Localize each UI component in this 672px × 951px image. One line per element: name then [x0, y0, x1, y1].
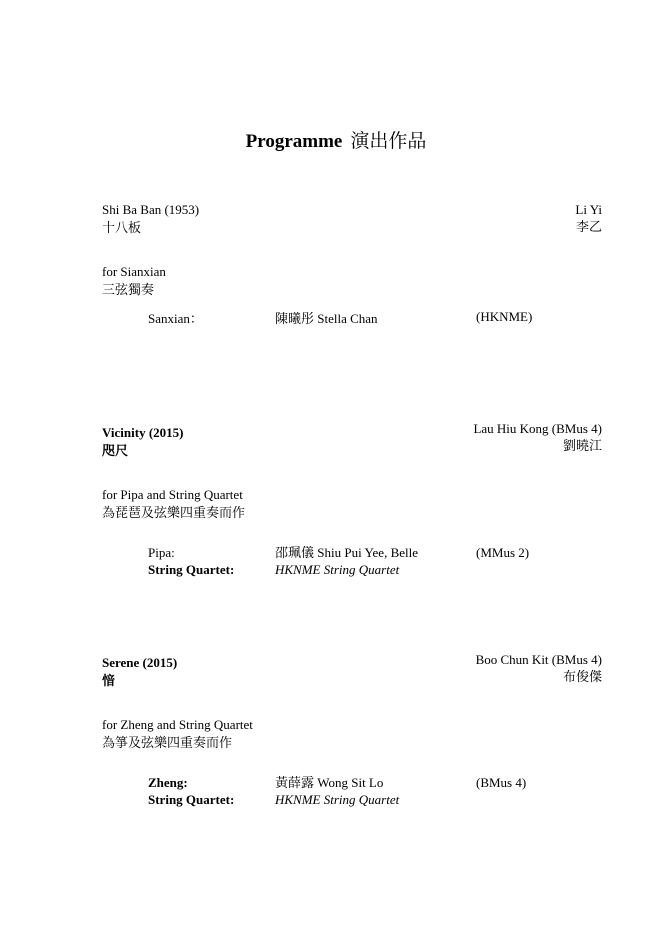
piece-title-chinese: 十八板	[102, 220, 142, 235]
composer-name: Boo Chun Kit (BMus 4)	[475, 652, 602, 667]
performer-row	[148, 311, 568, 328]
performer-role: String Quartet:	[148, 562, 235, 577]
performer-role: Pipa:	[148, 545, 175, 560]
performer-note: (HKNME)	[476, 309, 533, 324]
performer-name: HKNME String Quartet	[275, 792, 400, 807]
instrumentation-chinese: 為箏及弦樂四重奏而作	[102, 735, 233, 750]
performer-role: Sanxian：	[148, 311, 203, 326]
instrumentation: for Pipa and String Quartet	[102, 487, 243, 502]
performer-row	[148, 792, 568, 809]
piece-title: Shi Ba Ban (1953)	[102, 202, 200, 217]
composer-name-chinese: 劉曉江	[562, 438, 602, 453]
page-title	[0, 130, 672, 155]
instrumentation-chinese: 三弦獨奏	[102, 282, 155, 297]
composer-name-chinese: 布俊傑	[562, 669, 602, 684]
composer-name: Lau Hiu Kong (BMus 4)	[473, 421, 602, 436]
performer-name: 陳曦彤 Stella Chan	[275, 311, 378, 326]
performer-role: Zheng:	[148, 775, 188, 790]
performer-name: HKNME String Quartet	[275, 562, 400, 577]
piece-title: Vicinity (2015)	[102, 425, 184, 440]
performer-note: (BMus 4)	[476, 775, 527, 790]
piece-title-chinese: 咫尺	[102, 443, 129, 458]
performer-row	[148, 545, 568, 562]
performer-name: 黃薛露 Wong Sit Lo	[275, 775, 384, 790]
composer-name-chinese: 李乙	[575, 219, 602, 234]
piece-title: Serene (2015)	[102, 655, 178, 670]
performer-row	[148, 562, 568, 579]
title-chinese: 演出作品	[350, 131, 427, 152]
performer-row	[148, 775, 568, 792]
performer-role: String Quartet:	[148, 792, 235, 807]
composer-name: Li Yi	[575, 202, 602, 217]
instrumentation: for Sianxian	[102, 264, 166, 279]
instrumentation: for Zheng and String Quartet	[102, 717, 253, 732]
title-english: Programme	[245, 131, 343, 152]
performer-name: 邵珮儀 Shiu Pui Yee, Belle	[275, 545, 419, 560]
piece-title-chinese: 愔	[102, 673, 116, 688]
performer-note: (MMus 2)	[476, 545, 530, 560]
instrumentation-chinese: 為琵琶及弦樂四重奏而作	[102, 505, 246, 520]
